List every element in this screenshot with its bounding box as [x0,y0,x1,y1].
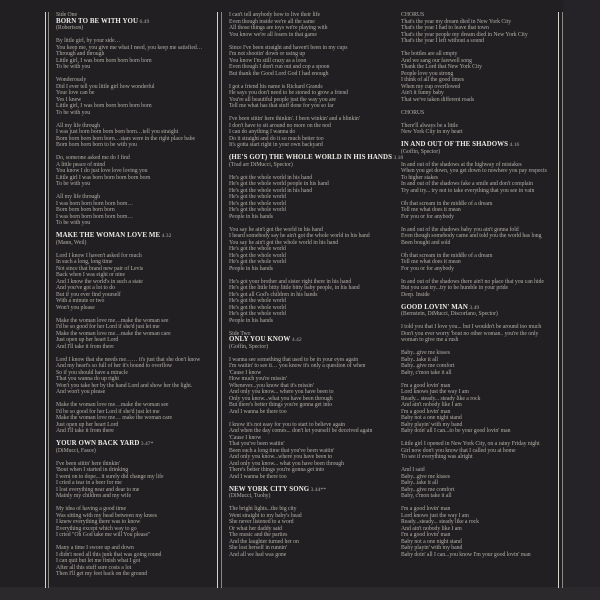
lyric-line: Oh that scream in the middle of a dream [401,252,493,259]
lyric-line: I'm a good lovin' man [401,382,451,389]
lyric-line: In and out of the shadows fake a smile and don't complain [401,181,533,187]
lyric-line: He's got the whole world in his hand [229,187,313,194]
lyric-line: I heard somebody say he ain't got the whole world in his hand [229,233,370,239]
lyric-line: I didn't need all this junk that was going round [56,551,162,558]
lyric-line: Many a time I swore up and down [56,545,134,551]
lyric-line: Make the woman love me…make the woman see [56,402,169,408]
lyric-paragraph [56,441,216,454]
lyric-line: He's got the whole world [229,207,286,213]
lyric-line: And my heart's so full of her it's bound to overflow [56,363,173,369]
lyric-line: Little girl, I was born born born born born [56,57,152,64]
lyric-line: (Trad arr DiMucci, Spector) [229,161,293,168]
song-title-text: ONLY YOU KNOW [229,336,291,343]
song-duration: 4.32 [160,233,172,239]
lyric-line: 'Bout when I started in drinking [56,467,129,473]
lyric-line: Baby not a one night stand [401,415,462,421]
lyric-line: Whenever...you know that it's missin' [229,382,314,389]
lyric-line: Baby not a one night stand [401,538,462,545]
song-title-text: NEW YORK CITY SONG [229,485,310,493]
lyric-line: How much you're missin' [229,376,287,382]
lyric-line: The bottles are all empty [401,51,458,57]
lyric-line: With a minute or two [56,298,105,304]
lyric-paragraph [229,154,404,168]
lyric-line: So if you should have a miracle [56,369,128,376]
lyric-line: I wanna see something that used to be in your eyes again [229,356,359,363]
lyric-line: Baby...give me comfort [401,486,455,493]
lyric-paragraph [401,383,563,435]
lyric-line: I'm not shootin' down or using up [229,51,306,57]
lyrics-column-3 [401,12,563,565]
lyric-line: Ready... steady... steady like a rock [401,395,481,402]
lyric-line: 'Cause I know [229,434,262,441]
lyric-paragraph [401,467,563,500]
lyric-line: Not since that brand new pair of Levis [56,265,144,272]
lyric-line: Was sitting with my head between my knees [56,512,158,519]
lyric-paragraph [229,227,399,273]
lyric-line: He's got the whole world [229,304,286,311]
lyric-line: And I said [401,467,425,473]
lyric-line: You keep me, you give me what I need, you keep me satisfied… [56,44,203,51]
lyric-line: You know I do just love love loving you [56,168,148,174]
lyric-line: And all we had was gone [229,551,287,558]
song-duration: 4.42 [290,337,302,343]
lyric-line: To higher stakes [401,174,439,181]
lyric-line: I cried "Oh God take me will You please" [56,532,151,538]
lyric-paragraph [229,84,399,110]
lyric-line: But thank the Good Lord God I had enough [229,70,329,77]
lyric-line: Lord knows just the way I am [401,389,469,395]
lyric-line: To be with you [56,109,91,116]
lyric-line: All those things are toys we're playing with [229,25,328,31]
lyric-line: When my cup overflowed [401,83,461,90]
lyric-line: But there's better things you're gonna get into [229,402,332,408]
lyric-paragraph [56,77,216,116]
lyric-line: People in his hands [229,265,273,272]
section-label: Side One [56,12,78,18]
lyric-line: I think of all the good times [401,77,464,83]
lyric-line: And only you know... what you have been through [229,460,344,467]
lyric-line: I cried a tear in a beer for me [56,480,122,486]
lyric-line: Back when I was eight or nine [56,272,126,278]
column-divider-line [48,12,49,588]
lyric-line: And ain't nobody like I am [401,402,462,408]
lyric-line: He's got the whole world [229,246,286,252]
lyric-line: Little girl I was born born born born born [56,174,151,181]
lyric-paragraph [401,201,563,221]
lyric-line: 'Cause I know [229,369,262,376]
lyric-line: Ain't it funny baby [401,90,444,96]
lyric-line: Oh that scream in the middle of a dream [401,200,493,207]
lyric-paragraph [401,12,563,45]
lyric-line: (Goffin, Spector) [229,343,268,350]
column-divider-line [217,12,218,588]
lyric-paragraph [229,422,399,481]
lyric-line: Baby, c'mon take it all [401,493,452,499]
lyric-line: I told you that I love you... but I wouldn't be around too much [401,324,542,330]
lyric-line: You say he ain't got the world in his hand [229,226,323,233]
lyric-line: (DiMucci, Tuohy) [229,493,271,499]
lyric-line: Baby playin' with my band [401,421,463,428]
lyric-line: Baby...give me kisses [401,350,450,356]
lyric-line: He's got the whole world [229,200,286,207]
lyric-line: The music and the parties [229,532,288,538]
lyric-paragraph [401,305,563,318]
lyric-line: There'll always be a little [401,122,458,129]
lyric-line: And I'll take it from there [56,343,114,350]
lyric-line: You're all beautiful people just the way you are [229,96,336,103]
lyric-line: I'd be so good for her Lord if she'd just let me [56,324,160,330]
lyric-line: People in his hands [229,317,273,324]
lyric-line: You know we're all losers in that game [229,31,317,38]
lyric-line: Lord I know I haven't asked for much [56,252,142,259]
lyric-line: You know I'm still crazy as a loon [229,57,307,64]
lyric-line: Just open up her heart Lord [56,337,119,343]
lyric-line: She never listened to a word [229,519,294,525]
lyric-line: It's gotta start right in your own backyard [229,142,323,148]
lyric-line: He's got the whole world [229,252,286,259]
lyric-line: Mainly my children and my wife [56,493,131,499]
song-title [229,154,404,162]
lyric-line: Thank the Lord that New York City [401,64,482,70]
lyric-paragraph [401,123,563,136]
lyric-line: That's the year I had to leave that town [401,25,489,31]
lyric-line: Even though inside we're all the same [229,18,315,25]
lyric-line: I don't have to sit around no more on the nod [229,122,331,129]
page-edge-bottom [0,587,600,600]
lyric-line: In and out of the shadows at the highway of mistakes [401,161,522,168]
lyric-line: I'm a good lovin' man [401,532,451,538]
lyric-line: To be with you [56,64,91,70]
lyric-line: By little girl, by your side… [56,38,121,44]
lyric-line: Baby doin' all I can...to be your good lovin' man [401,428,511,434]
lyric-line: The bright lights...the big city [229,506,297,512]
song-title-text: MAKE THE WOMAN LOVE ME [56,232,161,239]
lyric-line: Lord knows just the way I am [401,512,469,519]
lyric-line: He's got the whole world [229,194,286,200]
lyric-line: That you've been waitin' [229,441,285,447]
lyric-line: Been such a long time that you've been waitin' [229,447,335,454]
lyric-line: He says you don't need to be stoned to grow a friend [229,90,349,96]
lyric-paragraph [401,110,563,117]
lyric-line: Deep. Inside [401,291,430,298]
lyric-line: woman to give me a rush [401,337,459,343]
section-label: CHORUS [401,109,425,116]
lyric-line: To see if everything was alright [401,454,473,460]
lyric-line: He's got the whole world people in his hand [229,181,329,187]
lyric-line: I'm a good lovin' man [401,408,451,415]
lyric-line: Lord I know that she needs me…… it's just that she don't know [56,356,201,363]
lyric-line: (Robertson) [56,25,84,31]
song-title-text: BORN TO BE WITH YOU [56,17,139,25]
lyric-line: But you can try...try to be humble in your pride [401,285,509,291]
column-divider-line [221,12,222,588]
lyric-line: And I wanna be there too [229,473,287,480]
lyric-paragraph [56,357,216,396]
lyrics-column-1 [56,12,216,584]
lyric-line: When you get down, you get down to nowhere you pay respects [401,168,547,174]
lyric-line: Tell me what does it mean [401,207,461,213]
lyric-line: And we sang our farewell song [401,57,472,64]
lyric-line: That's the year I left without a sound [401,38,485,44]
lyric-line: And won't you please [56,389,106,395]
lyric-paragraph [56,155,216,188]
lyric-line: I knew everything there was to know [56,519,141,525]
song-title-text: YOUR OWN BACK YARD [56,440,140,447]
lyric-line: He's got the whole world [229,311,286,317]
lyric-paragraph [56,12,216,32]
lyric-line: Baby...give me comfort [401,363,455,369]
lyric-line: To be with you [56,181,91,187]
song-duration: 4.16 [508,142,520,148]
lyric-line: I got a friend his name is Richard Grands [229,83,323,90]
lyric-line: Baby...give me kisses [401,473,450,480]
lyric-paragraph [229,487,399,500]
song-duration: 6.49 [138,18,150,25]
lyric-line: Or what her daddy said [229,525,282,532]
lyric-paragraph [56,545,216,578]
lyric-paragraph [56,402,216,435]
lyric-line: And I'll take it from there [56,428,114,434]
lyric-line: Won't you please [56,304,95,311]
lyric-line: In and out of the shadows there ain't no place that you can hide [401,278,544,285]
lyric-line: I'm waitin' to see it… you know it's only a question of when [229,363,366,369]
lyric-line: You say he ain't got the whole world in his hand [229,239,339,246]
lyric-paragraph [56,461,216,500]
section-label: Side Two [229,330,251,337]
lyric-line: Baby...take it all [401,480,438,486]
lyric-paragraph [401,227,563,247]
lyric-line: Born born born born to be with you [56,142,137,148]
lyric-paragraph [56,38,216,71]
lyric-line: I lost everything near and dear to me [56,486,140,493]
lyric-line: He's got the whole world [229,259,286,265]
lyric-line: I'm a good lovin' man [401,506,451,512]
lyric-paragraph [229,45,399,78]
lyric-line: I can do anything I wanna do [229,129,296,135]
lyric-paragraph [401,506,563,558]
column-divider-line [45,12,46,588]
lyric-paragraph [401,142,563,155]
lyric-paragraph [56,194,216,227]
lyric-paragraph [229,357,399,416]
lyric-line: And when the day comes... don't let yourself be deceived again [229,428,373,434]
lyric-line: A little peace of mind [56,161,106,168]
lyric-line: Do it straight and do it so much better too [229,135,324,142]
lyric-line: Do, someone asked me do I find [56,155,130,161]
lyric-line: And you've got a lot to do [56,285,115,291]
lyric-line: I can quit but let me finish what I got [56,558,141,564]
lyric-line: That you wanna do up right [56,376,119,382]
lyric-line: Yes I knew [56,96,82,103]
lyric-line: And ain't nobody like I am [401,525,462,532]
lyric-paragraph [56,253,216,312]
lyric-line: Make the woman love me…make the woman see [56,317,169,324]
lyric-line: I was born born born born born… [56,213,134,220]
lyric-line: Baby playin' with my band [401,545,463,551]
lyric-line: That's the year people my dream died in New York City [401,31,528,38]
lyric-line: And I wanna be there too [229,408,287,415]
lyric-line: Girl now don't you know that I called you at home [401,447,516,454]
lyric-line: Try and try... try not to take everything that you see in vain [401,187,535,194]
lyric-line: And only you know...where you have been to [229,454,333,460]
lyric-line: Then I'll get my feet back on the ground [56,571,148,577]
lyric-line: I went on to dope... it surely did change my life [56,473,164,480]
lyric-line: Everything except which way to go [56,525,137,532]
lyric-line: Tell me what has that stuff done for you so far [229,103,334,109]
lyric-paragraph [401,253,563,273]
lyric-line: After all this stuff sure costs a lot [56,564,132,571]
lyric-line: Even though somebody came and told you the world has long [401,233,542,239]
lyric-line: (Mann, Weil) [56,239,87,246]
lyric-line: There's better things you're gonna get into [229,467,325,473]
lyric-line: I was born born born born born… [56,200,134,207]
lyric-line: Through and through [56,51,105,57]
lyric-line: Even though I don't run out and cop a spoon [229,64,330,70]
lyric-line: Won't you take her by the hand Lord and show her the light. [56,382,193,389]
song-duration: 3.44** [309,486,327,493]
lyric-line: Did I ever tell you little girl how wonderful [56,83,155,90]
lyric-paragraph [56,318,216,351]
lyric-line: He's got your brother and sister right there in his hand [229,278,352,285]
lyric-line: And the laughter turned her on [229,538,299,545]
lyric-line: People love you strong [401,70,454,77]
lyric-paragraph [401,324,563,344]
lyric-line: In such a long, long time [56,259,113,265]
lyric-paragraph [401,350,563,376]
lyric-paragraph [56,506,216,539]
lyric-line: That's the year my dream died in New York City [401,18,512,25]
lyric-paragraph [56,123,216,149]
lyric-line: He's got the whole world in his hand [229,174,313,181]
lyric-line: I can't tell anybody how to live their life [229,12,320,18]
lyric-line: Went straight to my baby's head [229,512,302,519]
lyric-line: To be with you [56,220,91,226]
song-duration: 3.18 [392,155,404,161]
lyric-line: Only you know...what you have been through [229,395,333,402]
lyric-paragraph [401,51,563,103]
lyric-line: People in his hands [229,213,273,220]
lyric-paragraph [229,175,399,221]
lyric-line: But if you ever find yourself [56,291,121,298]
lyric-line: For you or for anybody [401,213,454,220]
lyric-line: He's got all God's children in his hands [229,291,318,298]
lyric-paragraph [229,506,399,558]
lyric-line: Tell me what does it mean [401,259,461,265]
song-title-text: IN AND OUT OF THE SHADOWS [401,141,509,148]
lyric-line: Been bought and sold [401,239,451,246]
song-duration: 3.47* [139,441,154,447]
lyric-line: All my life through [56,194,100,200]
lyric-paragraph [401,279,563,299]
lyric-line: Your love can be [56,90,95,96]
lyric-line: Since I've been straight and haven't been in my cups [229,44,348,51]
lyric-line: Make the woman love me…make the woman care [56,330,171,337]
lyrics-column-2 [229,12,404,565]
lyric-line: Little girl I opened in New York City, on a rainy Friday night [401,441,540,447]
lyric-paragraph [229,12,399,38]
lyric-line: All my life through [56,122,100,129]
song-title-text: (HE'S GOT) THE WHOLE WORLD IN HIS HANDS [229,154,392,161]
lyric-line: Baby, c'mon take it all [401,369,452,376]
lyric-line: That we've taken different roads [401,96,475,103]
lyric-paragraph [401,441,563,461]
page-edge-right [563,0,600,600]
lyric-line: Wonderously [56,77,87,83]
lyric-line: Born born born born born…stars were in the right place babe [56,135,196,142]
lyric-line: He's got the little bitty little bitty baby people, in his hand [229,285,360,291]
lyric-line: In and out of the shadows baby you ain't gonna fold [401,226,519,233]
lyric-paragraph [56,233,216,246]
lyric-line: He's got the whole world [229,298,286,304]
lyric-line: I've been sittin' here thinkin' [56,460,120,467]
lyric-line: Just open up her heart Lord [56,421,119,428]
lyric-line: I'd be so good for her Lord if she'd just let me [56,408,160,415]
lyric-line: Born born born born born [56,207,115,213]
lyric-line: She lost herself in runnin' [229,545,287,551]
song-duration: 3.49 [467,304,480,311]
lyric-paragraph [401,162,563,195]
lyric-paragraph [229,116,399,149]
lyric-line: For you or for anybody [401,265,454,272]
lyric-line: And only you know... where you have been to [229,389,334,395]
lyric-line: (Goffin, Spector) [401,148,440,155]
lyric-line: Make the woman love me… make the woman care [56,415,172,421]
lyric-line: I know it's not easy for you to start to believe again [229,421,346,428]
lyric-paragraph [229,331,399,351]
lyric-line: (Bernstein, DiMucci, Discorfano, Spector) [401,311,498,317]
lyric-line: (DiMucci, Fasce) [56,447,96,454]
lyric-line: I've been sittin' here thinkin'. I been winkin' and a blinkin' [229,116,360,122]
lyric-paragraph [229,279,399,325]
lyric-line: And I know the world's in such a state [56,278,143,285]
lyric-line: Ready...steady... steady like a rock [401,519,479,525]
lyric-line: Don't you ever worry 'bout no other woman.. you're the only [401,330,539,337]
lyric-line: New York City in my heart [401,129,463,135]
lyric-line: Baby doin' all I can...you know I'm your good lovin' man [401,551,531,558]
lyric-line: Baby...take it all [401,356,438,363]
song-title-text: GOOD LOVIN' MAN [401,303,468,311]
lyric-line: Little girl, I was born born born born born [56,103,152,109]
lyric-line: I was just born born born born born…tell you straight [56,129,179,135]
section-label: CHORUS [401,12,425,18]
lyric-line: My idea of having a good time [56,506,127,512]
